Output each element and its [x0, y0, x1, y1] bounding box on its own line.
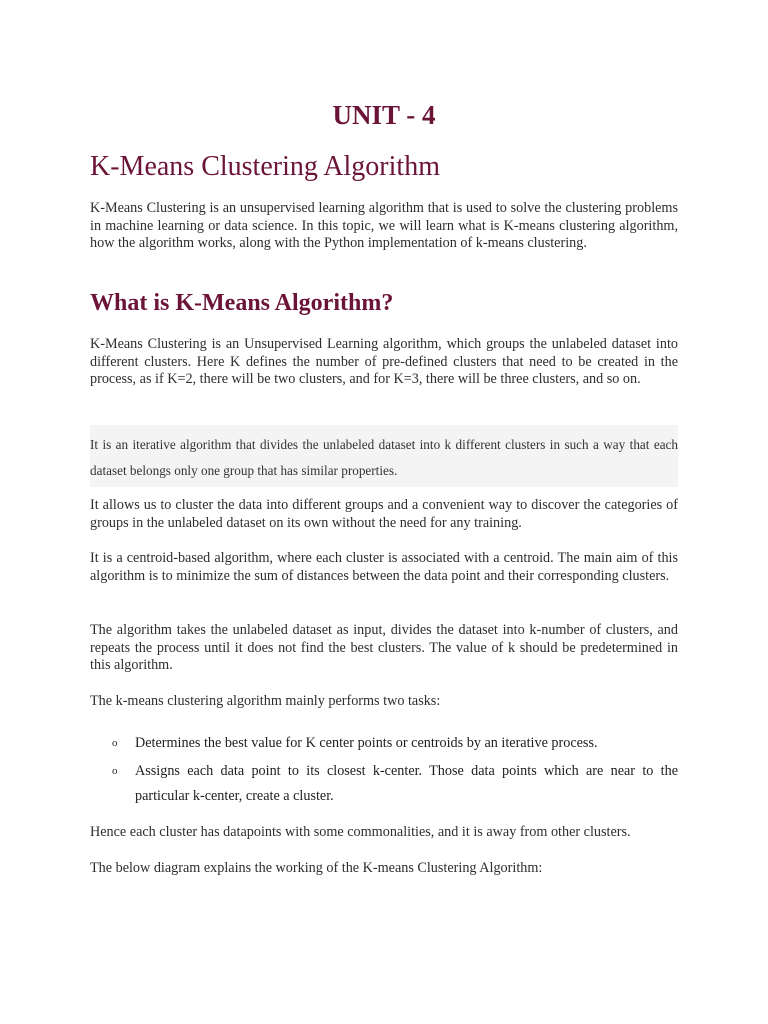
list-item — [90, 731, 678, 756]
bullet-marker: o — [112, 765, 118, 777]
highlight-text: It is an iterative algorithm that divides the unlabeled dataset into k different clusters in such a way that each dataset belongs only one group that has similar properties. — [90, 437, 678, 478]
list-item — [90, 759, 678, 809]
definition-paragraph: K-Means Clustering is an Unsupervised Learning algorithm, which groups the unlabeled dataset into different clusters. Here K defines the number of pre-defined clusters that need to be created in the process, as if K=2, there will be two clusters, and for K=3, there will be three clusters, and so on. — [90, 336, 678, 388]
list-item-text: Determines the best value for K center points or centroids by an iterative process. — [135, 735, 598, 751]
list-item-text: Assigns each data point to its closest k-center. Those data points which are near to the particular k-center, create a cluster. — [135, 763, 678, 804]
process-paragraph: The algorithm takes the unlabeled dataset as input, divides the dataset into k-number of clusters, and repeats the process until it does not find the best clusters. The value of k should be predetermined in this algorithm. — [90, 622, 678, 674]
section-heading: What is K-Means Algorithm? — [90, 290, 394, 316]
unit-title: UNIT - 4 — [332, 100, 436, 130]
centroid-paragraph: It is a centroid-based algorithm, where each cluster is associated with a centroid. The main aim of this algorithm is to minimize the sum of distances between the data point and their corresponding clusters. — [90, 550, 678, 584]
commonalities-paragraph: Hence each cluster has datapoints with some commonalities, and it is away from other clusters. — [90, 824, 631, 840]
diagram-intro: The below diagram explains the working of the K-means Clustering Algorithm: — [90, 860, 543, 876]
main-heading: K-Means Clustering Algorithm — [90, 151, 440, 182]
intro-paragraph: K-Means Clustering is an unsupervised learning algorithm that is used to solve the clustering problems in machine learning or data science. In this topic, we will learn what is K-means clustering algorithm, how the algorithm works, along with the Python implementation of k-means clustering. — [90, 200, 678, 252]
tasks-intro: The k-means clustering algorithm mainly performs two tasks: — [90, 693, 441, 709]
clustering-purpose-paragraph: It allows us to cluster the data into different groups and a convenient way to discover the categories of groups in the unlabeled dataset on its own without the need for any training. — [90, 497, 678, 531]
task-list — [90, 731, 678, 812]
bullet-marker: o — [112, 737, 118, 749]
highlight-box — [90, 425, 678, 487]
